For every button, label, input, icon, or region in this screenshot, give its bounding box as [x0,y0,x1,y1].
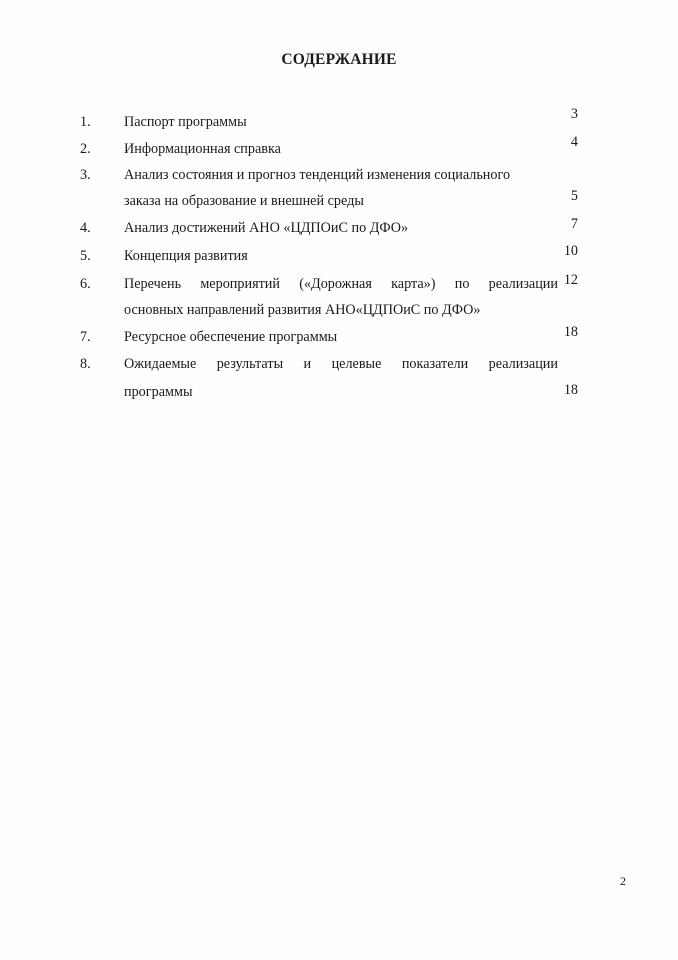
toc-item-4-page-row [0,214,678,234]
toc-item-number: 1. [80,114,91,130]
toc-item-title: Анализ достижений АНО «ЦДПОиС по ДФО» [124,220,409,236]
toc-item-page: 7 [570,216,578,232]
toc-item-number: 8. [80,356,91,372]
toc-item-page: 18 [563,324,578,340]
toc-item-6-page-row [0,270,678,290]
toc-item-number: 6. [80,276,91,292]
toc-item-8-page-row [0,380,678,400]
toc-item-6-cont[interactable] [0,300,678,320]
toc-item-title-line-2: основных направлений развития АНО«ЦДПОиС по ДФО» [124,302,481,318]
toc-item-number: 7. [80,329,91,345]
toc-item-number: 5. [80,248,91,264]
toc-item-title: Паспорт программы [124,114,247,130]
toc-item-page: 10 [563,243,578,259]
toc-item-2-page-row [0,132,678,152]
toc-item-3[interactable] [0,165,678,185]
toc-item-title-line-1: Анализ состояния и прогноз тенденций изменения социального [124,167,511,183]
toc-item-page: 12 [563,272,578,288]
toc-item-page: 4 [570,134,578,150]
toc-item-page: 3 [570,106,578,122]
toc-item-page: 5 [570,188,578,204]
page-title: СОДЕРЖАНИЕ [281,51,397,68]
toc-item-number: 3. [80,167,91,183]
toc-item-8[interactable] [0,354,678,374]
toc-item-1-page-row [0,104,678,124]
page-number: 2 [620,874,626,888]
toc-item-3-page-row [0,186,678,206]
toc-item-title: Концепция развития [124,248,248,264]
toc-item-title-line-1: Перечень мероприятий («Дорожная карта») по реализации [124,276,558,292]
toc-item-title: Ресурсное обеспечение программы [124,329,338,345]
toc-item-title-line-2: заказа на образование и внешней среды [124,193,364,209]
toc-item-number: 4. [80,220,91,236]
toc-item-number: 2. [80,141,91,157]
toc-item-title-line-1: Ожидаемые результаты и целевые показатели реализации [124,356,558,372]
toc-item-5-page-row [0,241,678,261]
toc-item-title-line-2: программы [124,384,193,400]
toc-item-title: Информационная справка [124,141,281,157]
toc-item-page: 18 [563,382,578,398]
toc-item-7-page-row [0,322,678,342]
